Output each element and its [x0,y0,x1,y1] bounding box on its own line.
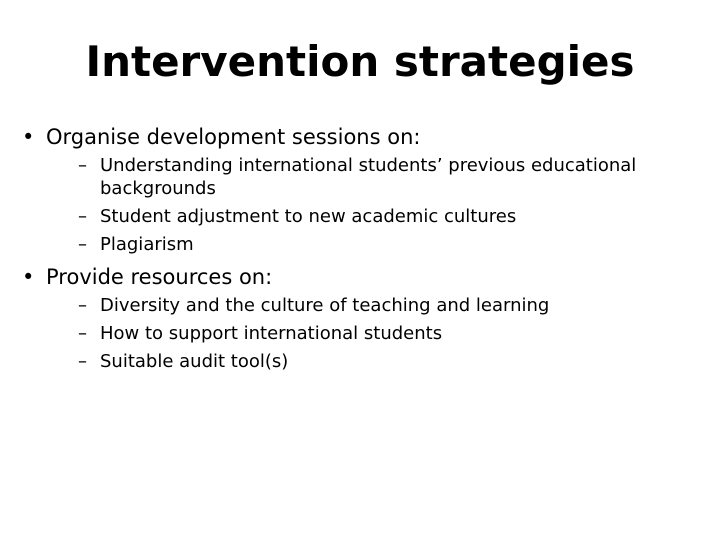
bullet-text: Organise development sessions on: [46,125,421,149]
bullet-text: Provide resources on: [46,265,273,289]
sub-bullet-item [22,154,702,200]
sub-bullet-item [22,233,702,256]
slide-title: Intervention strategies [85,37,635,86]
bullet-group [22,262,702,373]
sub-bullet-marker: – [78,295,87,316]
sub-bullet-list [22,294,702,373]
sub-bullet-text: Understanding international students’ previous educational backgrounds [100,155,637,199]
sub-bullet-item [22,205,702,228]
sub-bullet-marker: – [78,351,87,372]
sub-bullet-item [22,294,702,317]
sub-bullet-marker: – [78,323,87,344]
sub-bullet-marker: – [78,206,87,227]
sub-bullet-item [22,322,702,345]
bullet-group [22,122,702,256]
bullet-marker: • [22,265,35,289]
sub-bullet-marker: – [78,155,87,176]
sub-bullet-text: Plagiarism [100,234,194,255]
bullet-item [22,262,702,292]
sub-bullet-text: Student adjustment to new academic cultures [100,206,517,227]
bullet-item [22,122,702,152]
sub-bullet-marker: – [78,234,87,255]
bullet-marker: • [22,125,35,149]
sub-bullet-item [22,350,702,373]
sub-bullet-text: How to support international students [100,323,443,344]
sub-bullet-list [22,154,702,256]
slide-body [22,122,702,378]
sub-bullet-text: Diversity and the culture of teaching and learning [100,295,550,316]
sub-bullet-text: Suitable audit tool(s) [100,351,289,372]
